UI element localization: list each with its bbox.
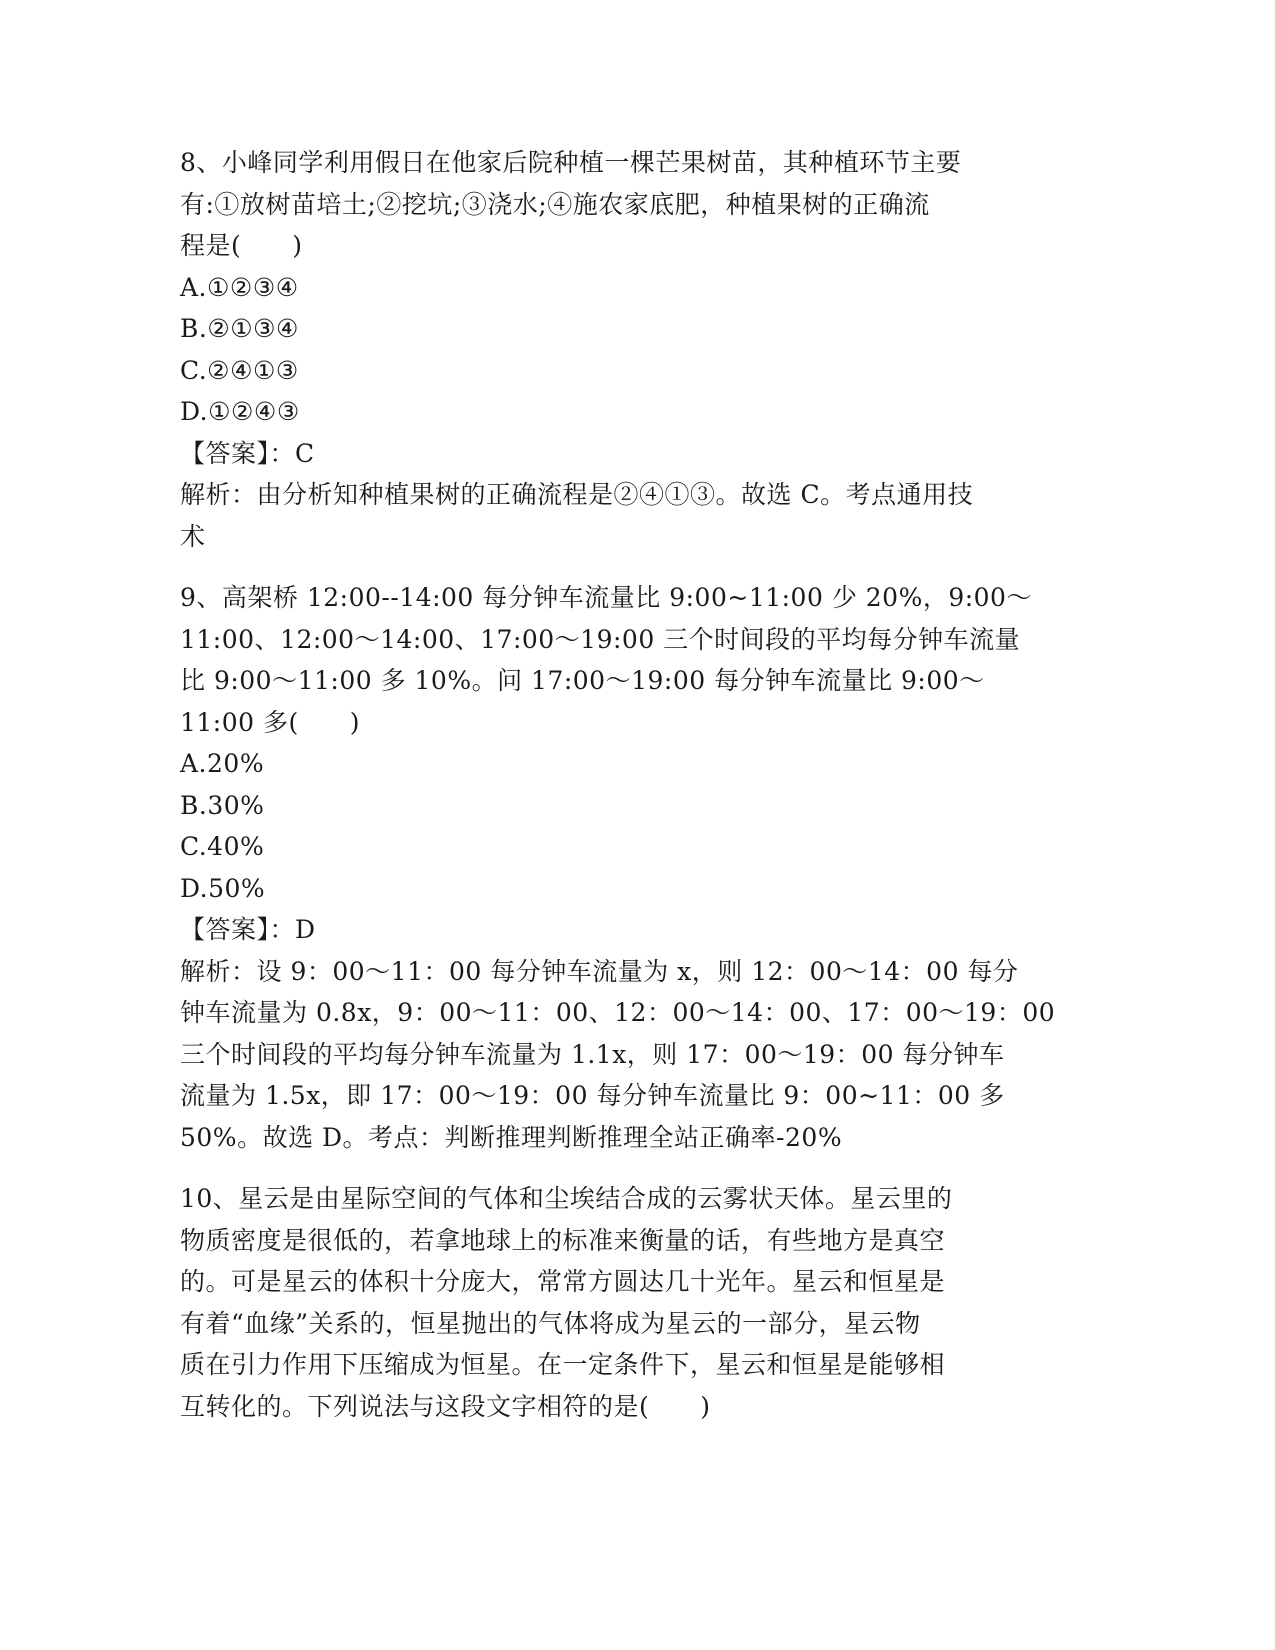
option-b: B.30% (180, 790, 265, 820)
analysis-line: 50%。故选 D。考点：判断推理判断推理全站正确率-20% (180, 1122, 843, 1152)
question-10 (180, 1178, 1040, 1427)
question-stem-line: 程是( ) (180, 231, 303, 260)
option-c: C.②④①③ (180, 355, 299, 385)
option-d: D.50% (180, 873, 266, 903)
question-stem-line: 有:①放树苗培土;②挖坑;③浇水;④施农家底肥，种植果树的正确流 (180, 189, 930, 219)
question-8 (180, 142, 1040, 557)
question-stem-line: 互转化的。下列说法与这段文字相符的是( ) (180, 1391, 711, 1421)
question-stem-line: 的。可是星云的体积十分庞大，常常方圆达几十光年。星云和恒星是 (180, 1267, 946, 1296)
analysis-line: 术 (180, 521, 206, 551)
question-stem-line: 比 9:00～11:00 多 10%。问 17:00～19:00 每分钟车流量比 9:00～ (180, 666, 985, 695)
question-spacer (180, 557, 1040, 577)
option-c: C.40% (180, 832, 265, 861)
question-stem-line: 9、高架桥 12:00--14:00 每分钟车流量比 9:00~11:00 少 20%，9:00～ (180, 583, 1032, 612)
question-stem-line: 物质密度是很低的，若拿地球上的标准来衡量的话，有些地方是真空 (180, 1225, 946, 1255)
question-stem-line: 11:00 多( ) (180, 707, 360, 737)
question-stem-line: 8、小峰同学利用假日在他家后院种植一棵芒果树苗，其种植环节主要 (180, 148, 962, 177)
question-stem-line: 质在引力作用下压缩成为恒星。在一定条件下，星云和恒星是能够相 (180, 1350, 946, 1379)
analysis-line: 三个时间段的平均每分钟车流量为 1.1x，则 17：00～19：00 每分钟车 (180, 1039, 1005, 1069)
question-stem-line: 10、星云是由星际空间的气体和尘埃结合成的云雾状天体。星云里的 (180, 1184, 953, 1213)
analysis-line: 流量为 1.5x，即 17：00～19：00 每分钟车流量比 9：00~11：00 多 (180, 1081, 1005, 1110)
option-d: D.①②④③ (180, 397, 300, 426)
question-spacer (180, 1158, 1040, 1178)
option-b: B.②①③④ (180, 314, 299, 343)
document-page (180, 142, 1056, 1427)
answer-line: 【答案】：C (180, 438, 315, 468)
question-9 (180, 577, 1056, 1158)
answer-line: 【答案】：D (180, 915, 316, 944)
question-stem-line: 11:00、12:00～14:00、17:00～19:00 三个时间段的平均每分钟车流量 (180, 624, 1021, 654)
question-stem-line: 有着“血缘”关系的，恒星抛出的气体将成为星云的一部分，星云物 (180, 1308, 921, 1338)
analysis-line: 钟车流量为 0.8x，9：00～11：00、12：00～14：00、17：00～19：00 (180, 998, 1056, 1027)
option-a: A.①②③④ (180, 272, 299, 302)
analysis-line: 解析：由分析知种植果树的正确流程是②④①③。故选 C。考点通用技 (180, 480, 974, 509)
option-a: A.20% (180, 749, 265, 778)
analysis-line: 解析：设 9：00～11：00 每分钟车流量为 x，则 12：00～14：00 每分 (180, 956, 1019, 986)
